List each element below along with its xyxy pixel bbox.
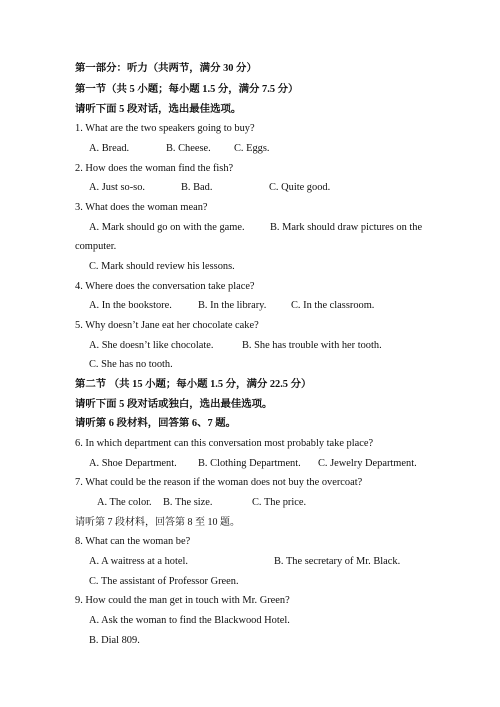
question-5-option-a: A. She doesn’t like chocolate. [89,340,214,351]
material-6-instruction: 请听第 6 段材料，回答第 6、7 题。 [75,418,237,429]
question-3-option-a: A. Mark should go on with the game. [89,222,245,233]
question-6-option-a: A. Shoe Department. [89,458,177,469]
question-3-stem: 3. What does the woman mean? [75,202,208,213]
question-8-option-a: A. A waitress at a hotel. [89,556,188,567]
question-9-stem: 9. How could the man get in touch with Mr. Green? [75,595,290,606]
section1-heading: 第一节（共 5 小题；每小题 1.5 分，满分 7.5 分） [75,84,299,95]
question-7-option-b: B. The size. [163,497,213,508]
section1-instruction: 请听下面 5 段对话，选出最佳选项。 [75,104,242,115]
question-8-option-b: B. The secretary of Mr. Black. [274,556,401,567]
question-5-option-c: C. She has no tooth. [89,359,173,370]
material-7-instruction: 请听第 7 段材料，回答第 8 至 10 题。 [75,517,240,528]
question-1-stem: 1. What are the two speakers going to buy? [75,123,255,134]
section2-instruction: 请听下面 5 段对话或独白，选出最佳选项。 [75,399,273,410]
question-5-option-b: B. She has trouble with her tooth. [242,340,382,351]
part1-heading: 第一部分：听力（共两节，满分 30 分） [75,63,257,74]
section2-heading: 第二节 （共 15 小题；每小题 1.5 分，满分 22.5 分） [75,379,312,390]
question-9-option-a: A. Ask the woman to find the Blackwood Hotel. [89,615,290,626]
question-8-stem: 8. What can the woman be? [75,536,191,547]
question-6-option-c: C. Jewelry Department. [318,458,417,469]
question-2-option-a: A. Just so-so. [89,182,146,193]
question-5-stem: 5. Why doesn’t Jane eat her chocolate cake? [75,320,259,331]
question-4-stem: 4. Where does the conversation take place? [75,281,255,292]
question-6-stem: 6. In which department can this conversation most probably take place? [75,438,374,449]
question-7-stem: 7. What could be the reason if the woman does not buy the overcoat? [75,477,363,488]
question-3-option-b-continued: computer. [75,241,117,252]
question-7-option-c: C. The price. [252,497,307,508]
question-3-option-c: C. Mark should review his lessons. [89,261,235,272]
question-1-option-a: A. Bread. [89,143,130,154]
question-3-option-b: B. Mark should draw pictures on the [270,222,423,233]
question-6-option-b: B. Clothing Department. [198,458,301,469]
question-1-option-c: C. Eggs. [234,143,270,154]
question-2-stem: 2. How does the woman find the fish? [75,163,234,174]
question-7-option-a: A. The color. [97,497,152,508]
question-1-option-b: B. Cheese. [166,143,211,154]
question-2-option-b: B. Bad. [181,182,213,193]
question-4-option-b: B. In the library. [198,300,267,311]
question-8-option-c: C. The assistant of Professor Green. [89,576,239,587]
question-4-option-a: A. In the bookstore. [89,300,172,311]
question-4-option-c: C. In the classroom. [291,300,375,311]
question-9-option-b: B. Dial 809. [89,635,140,646]
question-2-option-c: C. Quite good. [269,182,331,193]
